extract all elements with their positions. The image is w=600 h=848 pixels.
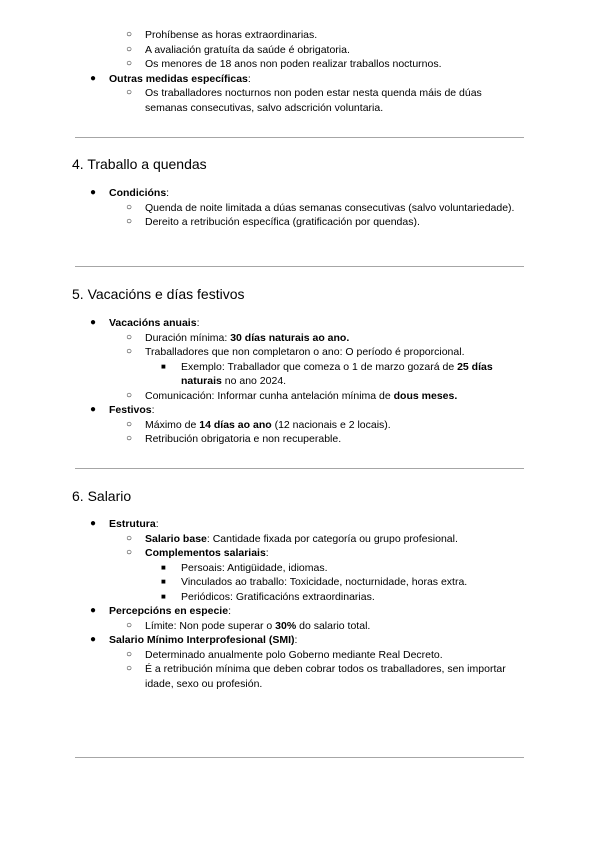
list-item: ● Outras medidas específicas: <box>90 72 251 85</box>
list-item: ○ Retribución obrigatoria e non recuperable. <box>126 433 342 445</box>
hollow-circle-bullet-icon: ○ <box>126 201 133 213</box>
list-item: ○ Salario base: Cantidade fixada por categoría ou grupo profesional. <box>126 532 458 545</box>
section-divider <box>75 137 524 138</box>
square-bullet-icon: ■ <box>161 577 166 586</box>
filled-circle-bullet-icon: ● <box>90 634 97 645</box>
hollow-circle-bullet-icon: ○ <box>126 43 133 55</box>
hollow-circle-bullet-icon: ○ <box>126 663 133 674</box>
section-divider <box>75 757 524 758</box>
section3-tail <box>0 28 600 115</box>
hollow-circle-bullet-icon: ○ <box>126 87 133 98</box>
list-item: ○ Traballadores que non completaron o ano: O período é proporcional. <box>126 346 465 358</box>
section4-list <box>0 186 600 230</box>
hollow-circle-bullet-icon: ○ <box>126 648 133 660</box>
list-item: ○ Comunicación: Informar cunha antelación mínima de dous meses. <box>126 389 458 402</box>
list-item: ○ Máximo de 14 días ao ano (12 nacionais e 2 locais). <box>126 418 391 431</box>
list-item: ■ Persoais: Antigüidade, idiomas. <box>161 561 328 574</box>
hollow-circle-bullet-icon: ○ <box>126 29 133 40</box>
list-item: ○ Os traballadores nocturnos non poden estar nesta quenda máis de dúas semanas consecutivas, salvo adscrición voluntaria. <box>126 87 482 114</box>
hollow-circle-bullet-icon: ○ <box>126 389 133 401</box>
list-item: ○ Determinado anualmente polo Goberno mediante Real Decreto. <box>126 648 443 661</box>
section5-list <box>0 316 600 447</box>
list-item: ○ Quenda de noite limitada a dúas semanas consecutivas (salvo voluntariedade). <box>126 201 515 214</box>
filled-circle-bullet-icon: ● <box>90 72 97 84</box>
list-item: ○ Prohíbense as horas extraordinarias. <box>126 29 318 41</box>
section-heading: 6. Salario <box>72 488 132 504</box>
list-item: ○ Complementos salariais: <box>126 547 269 559</box>
list-item: ■ Periódicos: Gratificacións extraordinarias. <box>161 590 375 603</box>
filled-circle-bullet-icon: ● <box>90 187 97 198</box>
square-bullet-icon: ■ <box>161 361 166 371</box>
hollow-circle-bullet-icon: ○ <box>126 433 133 444</box>
hollow-circle-bullet-icon: ○ <box>126 619 133 631</box>
hollow-circle-bullet-icon: ○ <box>126 418 133 430</box>
hollow-circle-bullet-icon: ○ <box>126 58 133 69</box>
hollow-circle-bullet-icon: ○ <box>126 346 133 357</box>
square-bullet-icon: ■ <box>161 562 166 572</box>
list-item: ● Festivos: <box>90 404 155 416</box>
square-bullet-icon: ■ <box>161 591 166 601</box>
list-item: ■ Vinculados ao traballo: Toxicidade, nocturnidade, horas extra. <box>161 576 468 588</box>
section-heading: 5. Vacacións e días festivos <box>72 286 245 302</box>
section-divider <box>75 468 524 469</box>
section6-list <box>0 517 600 691</box>
hollow-circle-bullet-icon: ○ <box>126 216 133 227</box>
list-item: ● Percepcións en especie: <box>90 605 231 617</box>
list-item: ● Estrutura: <box>90 518 159 530</box>
hollow-circle-bullet-icon: ○ <box>126 547 133 558</box>
section-divider <box>75 266 524 267</box>
list-item: ○ É a retribución mínima que deben cobrar todos os traballadores, sen importar idade, sexo ou profesión. <box>126 663 506 690</box>
list-item: ● Vacacións anuais: <box>90 317 200 329</box>
filled-circle-bullet-icon: ● <box>90 404 97 415</box>
list-item: ■ Exemplo: Traballador que comeza o 1 de marzo gozará de 25 días naturais no ano 2024. <box>161 360 493 387</box>
filled-circle-bullet-icon: ● <box>90 317 97 328</box>
list-item: ○ Os menores de 18 anos non poden realizar traballos nocturnos. <box>126 58 442 70</box>
list-item: ○ Duración mínima: 30 días naturais ao ano. <box>126 331 350 344</box>
list-item: ○ Límite: Non pode superar o 30% do salario total. <box>126 619 371 632</box>
section-heading: 4. Traballo a quendas <box>72 156 207 172</box>
filled-circle-bullet-icon: ● <box>90 605 97 616</box>
list-item: ○ A avaliación gratuíta da saúde é obrigatoria. <box>126 43 350 56</box>
hollow-circle-bullet-icon: ○ <box>126 331 133 343</box>
list-item: ● Salario Mínimo Interprofesional (SMI): <box>90 634 298 646</box>
list-item: ● Condicións: <box>90 187 170 199</box>
filled-circle-bullet-icon: ● <box>90 518 97 529</box>
list-item: ○ Dereito a retribución específica (gratificación por quendas). <box>126 216 420 228</box>
hollow-circle-bullet-icon: ○ <box>126 532 133 544</box>
